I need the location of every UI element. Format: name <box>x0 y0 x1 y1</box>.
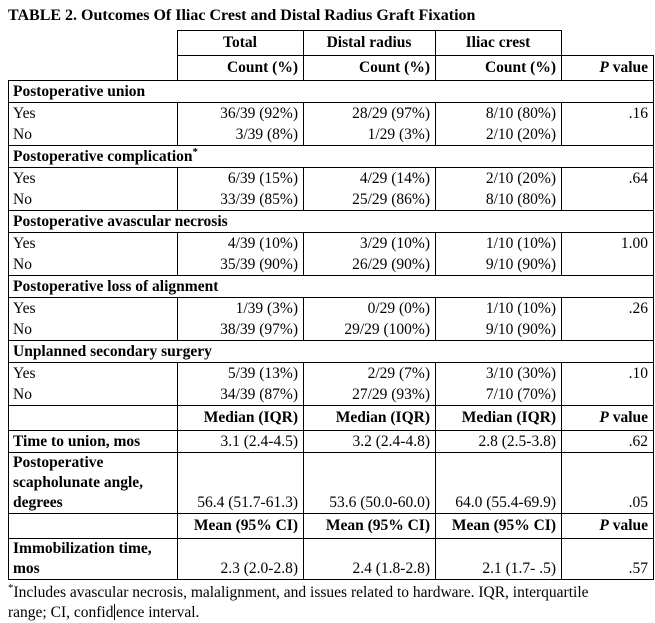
outcomes-table <box>8 30 654 580</box>
value-cell: 34/39 (87%) <box>178 384 304 406</box>
data-row <box>9 103 654 125</box>
p-value-cell <box>562 384 654 406</box>
value-cell: 2.1 (1.7- .5) <box>436 539 562 580</box>
value-cell: 25/29 (86%) <box>304 189 436 211</box>
stat-header-row <box>9 56 654 81</box>
value-cell: 28/29 (97%) <box>304 103 436 125</box>
value-cell: 9/10 (90%) <box>436 319 562 341</box>
row-label-line: mos <box>13 560 40 577</box>
row-label-line: scapholunate angle, <box>13 474 144 491</box>
footnote-line2-after-caret: ence interval. <box>115 604 200 621</box>
value-cell: 1/10 (10%) <box>436 233 562 255</box>
value-cell: 3/10 (30%) <box>436 363 562 385</box>
section-label: Postoperative avascular necrosis <box>13 212 228 230</box>
value-cell: 1/29 (3%) <box>304 124 436 146</box>
p-value-cell: .26 <box>562 298 654 320</box>
spacer-cell <box>9 31 178 56</box>
section-asterisk: * <box>192 145 199 158</box>
data-row <box>9 233 654 255</box>
section-row <box>9 276 654 298</box>
data-row <box>9 124 654 146</box>
p-header-rest: value <box>608 517 648 534</box>
value-cell: 27/29 (93%) <box>304 384 436 406</box>
value-cell: 1/39 (3%) <box>178 298 304 320</box>
section-header-cell <box>9 341 654 363</box>
data-row <box>9 539 654 580</box>
value-cell: 2.4 (1.8-2.8) <box>304 539 436 580</box>
data-row <box>9 431 654 453</box>
data-row <box>9 254 654 276</box>
section-label: Postoperative complication <box>13 147 193 165</box>
stat-header-row <box>9 406 654 431</box>
p-header-rest: value <box>608 59 648 76</box>
section-label: Postoperative union <box>13 82 146 100</box>
stat-header-cell: Median (IQR) <box>304 406 436 431</box>
value-cell: 64.0 (55.4-69.9) <box>436 453 562 514</box>
row-label-cell: No <box>9 384 178 406</box>
column-header-cell: Distal radius <box>304 31 436 56</box>
value-cell: 3.1 (2.4-4.5) <box>178 431 304 453</box>
value-cell: 9/10 (90%) <box>436 254 562 276</box>
section-row <box>9 81 654 103</box>
p-value-cell: 1.00 <box>562 233 654 255</box>
value-cell: 33/39 (85%) <box>178 189 304 211</box>
p-value-cell <box>562 189 654 211</box>
value-cell: 2/10 (20%) <box>436 168 562 190</box>
section-label: Unplanned secondary surgery <box>13 342 212 360</box>
data-row <box>9 168 654 190</box>
data-row <box>9 384 654 406</box>
value-cell: 3.2 (2.4-4.8) <box>304 431 436 453</box>
section-header-cell <box>9 276 654 298</box>
p-value-header-cell <box>562 406 654 431</box>
row-label-cell <box>9 453 178 514</box>
stat-header-cell: Mean (95% CI) <box>178 514 304 539</box>
p-italic-label: P <box>599 409 609 426</box>
stat-header-cell: Mean (95% CI) <box>436 514 562 539</box>
value-cell: 3/39 (8%) <box>178 124 304 146</box>
value-cell: 2/10 (20%) <box>436 124 562 146</box>
section-row <box>9 211 654 233</box>
section-header-cell <box>9 81 654 103</box>
p-value-cell <box>562 319 654 341</box>
section-header-cell <box>9 211 654 233</box>
value-cell: 7/10 (70%) <box>436 384 562 406</box>
table-footnote <box>8 583 651 623</box>
p-value-cell: .64 <box>562 168 654 190</box>
row-label-line: Immobilization time, <box>13 540 152 557</box>
section-label: Postoperative loss of alignment <box>13 277 219 295</box>
value-cell: 53.6 (50.0-60.0) <box>304 453 436 514</box>
value-cell: 2.8 (2.5-3.8) <box>436 431 562 453</box>
value-cell: 35/39 (90%) <box>178 254 304 276</box>
p-value-cell: .57 <box>562 539 654 580</box>
row-label-cell: Yes <box>9 363 178 385</box>
value-cell: 38/39 (97%) <box>178 319 304 341</box>
p-value-cell: .10 <box>562 363 654 385</box>
spacer-cell <box>9 56 178 81</box>
p-value-header-cell <box>562 514 654 539</box>
p-value-header-cell <box>562 56 654 81</box>
section-row <box>9 341 654 363</box>
footnote-line1: Includes avascular necrosis, malalignment, and issues related to hardware. IQR, interquartile <box>13 584 589 601</box>
value-cell: 36/39 (92%) <box>178 103 304 125</box>
empty-label-cell <box>9 514 178 539</box>
p-italic-label: P <box>599 59 609 76</box>
row-label-cell: Yes <box>9 233 178 255</box>
value-cell: 29/29 (100%) <box>304 319 436 341</box>
value-cell: 4/29 (14%) <box>304 168 436 190</box>
stat-header-cell: Count (%) <box>436 56 562 81</box>
p-header-rest: value <box>608 409 648 426</box>
stat-header-cell: Count (%) <box>304 56 436 81</box>
value-cell: 8/10 (80%) <box>436 103 562 125</box>
data-row <box>9 189 654 211</box>
value-cell: 1/10 (10%) <box>436 298 562 320</box>
value-cell: 26/29 (90%) <box>304 254 436 276</box>
row-label-cell: Yes <box>9 103 178 125</box>
value-cell: 2/29 (7%) <box>304 363 436 385</box>
row-label-line: Postoperative <box>13 454 104 471</box>
value-cell: 3/29 (10%) <box>304 233 436 255</box>
footnote-line2-before-caret: range; CI, confid <box>8 604 114 621</box>
p-value-cell: .16 <box>562 103 654 125</box>
value-cell: 2.3 (2.0-2.8) <box>178 539 304 580</box>
spacer-cell <box>562 31 654 56</box>
row-label-cell: No <box>9 319 178 341</box>
row-label-cell <box>9 539 178 580</box>
data-row <box>9 319 654 341</box>
row-label-cell: No <box>9 189 178 211</box>
value-cell: 8/10 (80%) <box>436 189 562 211</box>
stat-header-cell: Count (%) <box>178 56 304 81</box>
outcomes-table-body <box>9 31 654 580</box>
value-cell: 56.4 (51.7-61.3) <box>178 453 304 514</box>
p-value-cell <box>562 254 654 276</box>
p-value-cell <box>562 124 654 146</box>
p-italic-label: P <box>599 517 609 534</box>
stat-header-cell: Median (IQR) <box>436 406 562 431</box>
stat-header-cell: Median (IQR) <box>178 406 304 431</box>
column-header-cell: Iliac crest <box>436 31 562 56</box>
value-cell: 4/39 (10%) <box>178 233 304 255</box>
stat-header-row <box>9 514 654 539</box>
table-title: TABLE 2. Outcomes Of Iliac Crest and Distal Radius Graft Fixation <box>8 7 476 24</box>
row-label-line: degrees <box>13 494 63 511</box>
row-label-cell: Yes <box>9 298 178 320</box>
value-cell: 0/29 (0%) <box>304 298 436 320</box>
row-label-cell: No <box>9 254 178 276</box>
data-row <box>9 363 654 385</box>
section-header-cell <box>9 146 654 168</box>
group-header-row <box>9 31 654 56</box>
row-label-cell: Yes <box>9 168 178 190</box>
p-value-cell: .05 <box>562 453 654 514</box>
section-row <box>9 146 654 168</box>
row-label-cell: No <box>9 124 178 146</box>
data-row <box>9 298 654 320</box>
footnote-asterisk: * <box>8 581 14 594</box>
p-value-cell: .62 <box>562 431 654 453</box>
stat-header-cell: Mean (95% CI) <box>304 514 436 539</box>
data-row <box>9 453 654 514</box>
value-cell: 5/39 (13%) <box>178 363 304 385</box>
empty-label-cell <box>9 406 178 431</box>
row-label-cell: Time to union, mos <box>9 431 178 453</box>
value-cell: 6/39 (15%) <box>178 168 304 190</box>
column-header-cell: Total <box>178 31 304 56</box>
